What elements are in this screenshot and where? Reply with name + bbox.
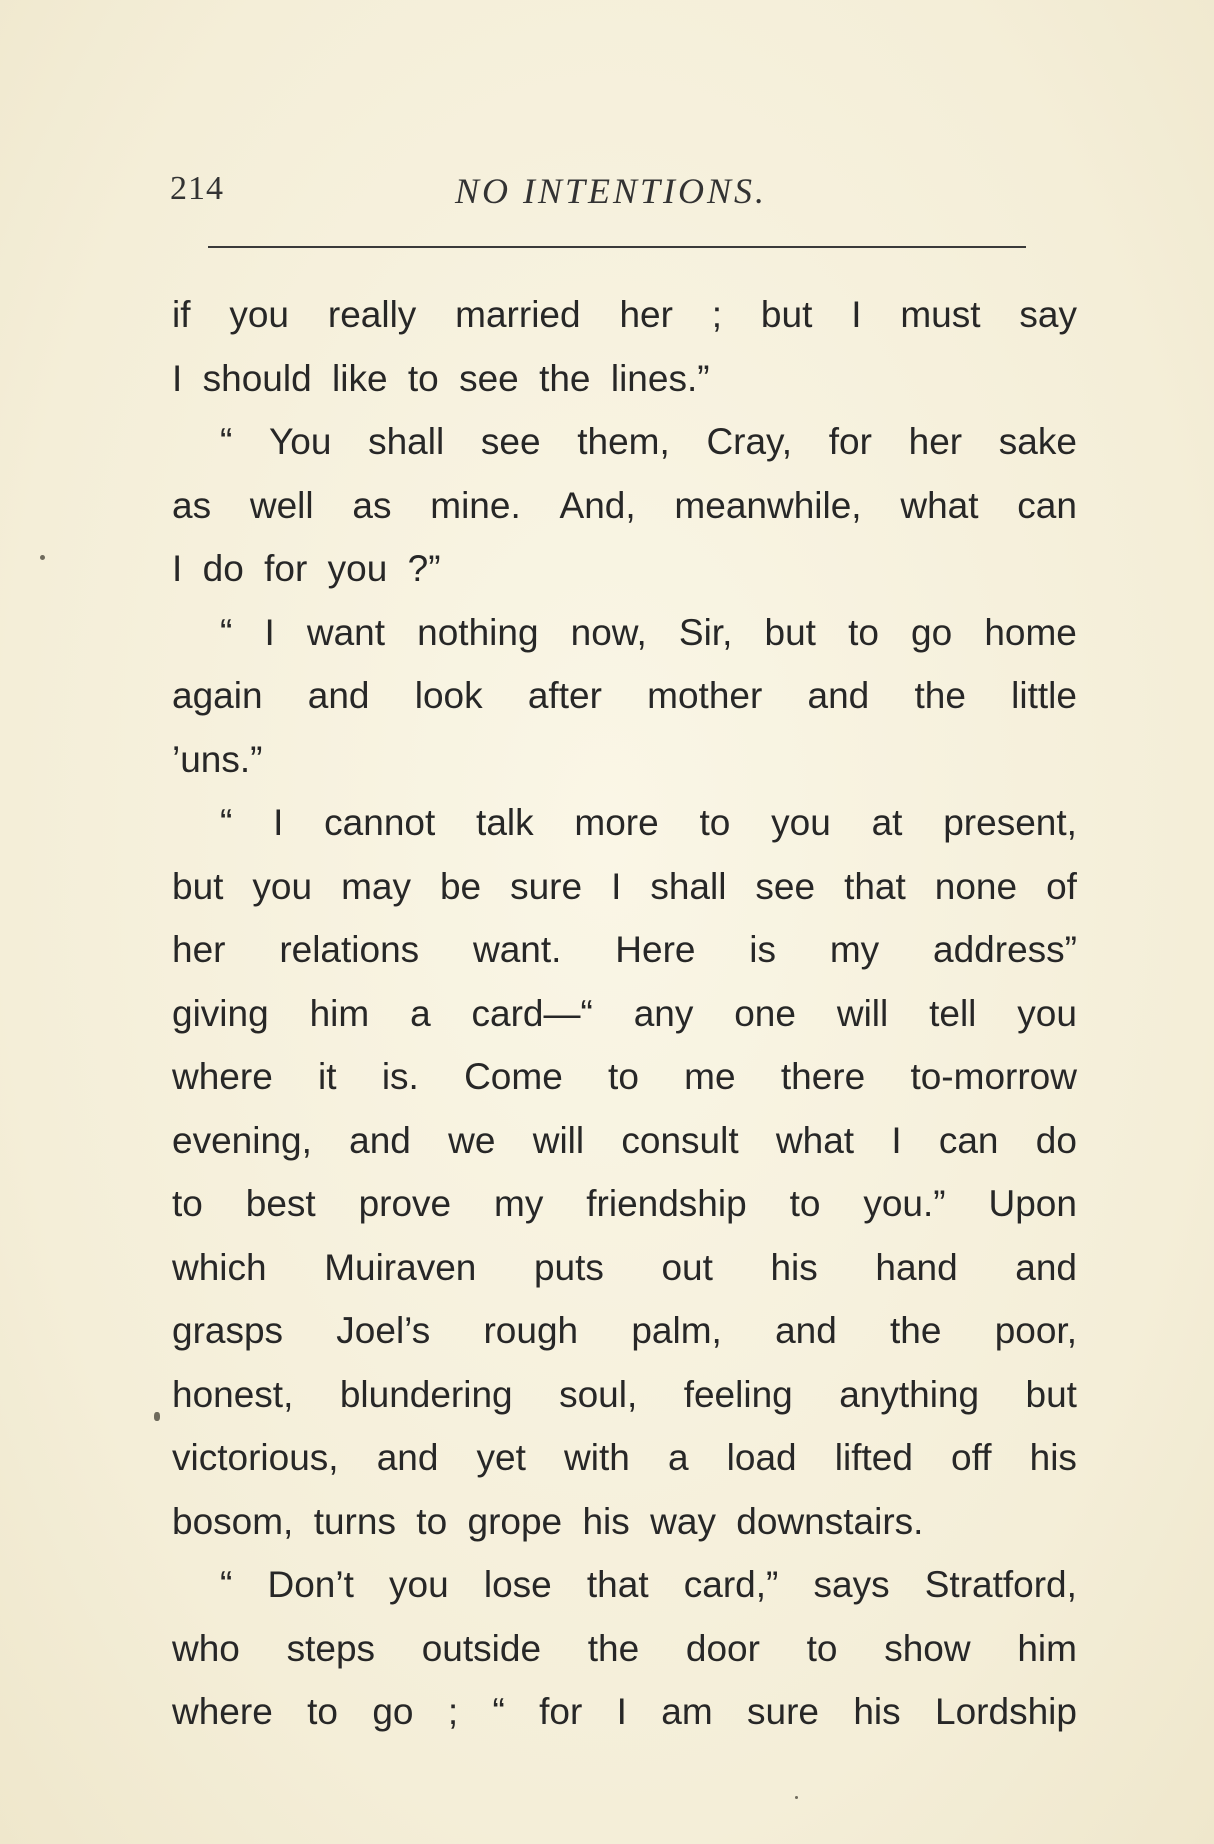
text-line xyxy=(172,1426,1077,1490)
word: the xyxy=(587,1627,640,1669)
word: friendship xyxy=(586,1183,747,1224)
text-line xyxy=(172,664,1077,728)
word: his xyxy=(853,1691,901,1732)
word: must xyxy=(900,294,981,335)
word: really xyxy=(327,294,417,335)
word: I xyxy=(891,1119,902,1161)
word: to xyxy=(789,1183,821,1224)
word: palm, xyxy=(631,1310,722,1351)
word: his xyxy=(1029,1437,1077,1478)
word: which xyxy=(172,1246,267,1288)
word: honest, xyxy=(172,1373,294,1415)
word: puts xyxy=(533,1246,604,1288)
word: where xyxy=(172,1691,273,1732)
text-line xyxy=(172,1045,1077,1109)
word: there xyxy=(780,1056,866,1097)
word: for xyxy=(828,421,872,462)
word: load xyxy=(726,1437,797,1478)
word: any xyxy=(633,992,694,1034)
text-line xyxy=(172,1236,1077,1300)
word: to xyxy=(848,611,879,653)
word: “ xyxy=(220,611,233,653)
word: way xyxy=(650,1500,716,1542)
text-line xyxy=(172,537,1077,601)
word: after xyxy=(527,675,602,716)
word: but xyxy=(760,294,813,335)
word: meanwhile, xyxy=(674,484,862,526)
word: you.” xyxy=(863,1183,946,1224)
word: we xyxy=(448,1119,496,1161)
word: and xyxy=(349,1119,411,1161)
word: will xyxy=(532,1119,585,1161)
word: hand xyxy=(875,1246,958,1288)
word: will xyxy=(836,992,889,1034)
word: the xyxy=(890,1310,942,1351)
word: I xyxy=(616,1691,627,1732)
word: ’uns.” xyxy=(172,738,263,780)
word: victorious, xyxy=(172,1437,339,1478)
word: off xyxy=(951,1437,992,1478)
word: I xyxy=(172,357,183,399)
word: to xyxy=(307,1691,338,1732)
word: be xyxy=(439,865,482,907)
word: Don’t xyxy=(267,1564,354,1605)
word: blundering xyxy=(339,1373,513,1415)
word: to xyxy=(608,1056,639,1097)
word: can xyxy=(938,1119,999,1161)
word: am xyxy=(661,1691,713,1732)
word: Cray, xyxy=(706,421,793,462)
word: talk xyxy=(476,802,534,843)
word: address” xyxy=(933,929,1077,970)
word: “ xyxy=(220,421,233,462)
text-line xyxy=(172,918,1077,982)
word: I xyxy=(611,865,622,907)
word: I xyxy=(851,294,862,335)
word: lines.” xyxy=(610,357,710,399)
page-number: 214 xyxy=(170,170,224,207)
word: to xyxy=(699,802,731,843)
word: but xyxy=(172,865,224,907)
word: Upon xyxy=(988,1183,1077,1224)
word: home xyxy=(984,611,1077,653)
paper-speck xyxy=(40,555,45,560)
word: cannot xyxy=(324,802,436,843)
word: go xyxy=(372,1691,414,1732)
word: present, xyxy=(943,802,1077,843)
word: a xyxy=(410,992,431,1034)
body-text xyxy=(172,283,1077,1744)
word: more xyxy=(574,802,659,843)
word: And, xyxy=(559,484,636,526)
word: card—“ xyxy=(471,992,593,1034)
word: lose xyxy=(483,1564,552,1605)
header-rule xyxy=(208,246,1026,248)
word: that xyxy=(844,865,906,907)
word: steps xyxy=(286,1627,376,1669)
word: feeling xyxy=(683,1373,793,1415)
word: out xyxy=(661,1246,713,1288)
word: at xyxy=(871,802,903,843)
word: I xyxy=(264,611,275,653)
word: “ xyxy=(492,1691,505,1732)
word: one xyxy=(734,992,796,1034)
word: Muiraven xyxy=(324,1246,477,1288)
word: say xyxy=(1019,294,1077,335)
word: none xyxy=(934,865,1018,907)
word: the xyxy=(539,357,591,399)
word: you xyxy=(229,294,290,335)
text-line xyxy=(172,601,1077,665)
word: want xyxy=(306,611,386,653)
word: want. xyxy=(473,929,562,970)
word: and xyxy=(807,675,870,716)
word: her xyxy=(619,294,673,335)
word: to xyxy=(416,1500,448,1542)
word: yet xyxy=(476,1437,526,1478)
word: turns xyxy=(313,1500,396,1542)
word: and xyxy=(307,675,370,716)
word: lifted xyxy=(834,1437,913,1478)
paper-speck xyxy=(795,1796,798,1799)
word: sake xyxy=(998,421,1077,462)
word: for xyxy=(539,1691,583,1732)
text-line xyxy=(172,1617,1077,1681)
word: my xyxy=(494,1183,544,1224)
text-line xyxy=(172,1553,1077,1617)
word: see xyxy=(755,865,816,907)
word: now, xyxy=(570,611,647,653)
word: do xyxy=(1035,1119,1077,1161)
word: sure xyxy=(747,1691,820,1732)
text-line xyxy=(172,1109,1077,1173)
word: “ xyxy=(220,1564,233,1605)
word: rough xyxy=(483,1310,579,1351)
word: well xyxy=(249,484,314,526)
text-line xyxy=(172,1299,1077,1363)
word: for xyxy=(264,548,308,589)
word: his xyxy=(582,1500,630,1542)
word: you xyxy=(389,1564,449,1605)
word: consult xyxy=(621,1119,739,1161)
word: anything xyxy=(839,1373,980,1415)
word: as xyxy=(172,484,212,526)
word: show xyxy=(884,1627,971,1669)
word: downstairs. xyxy=(736,1500,924,1542)
word: prove xyxy=(358,1183,452,1224)
word: you xyxy=(252,865,313,907)
word: shall xyxy=(368,421,445,462)
word: you xyxy=(1017,992,1077,1034)
word: “ xyxy=(220,802,233,843)
word: and xyxy=(376,1437,439,1478)
word: to xyxy=(806,1627,838,1669)
word: bosom, xyxy=(172,1500,294,1542)
word: them, xyxy=(577,421,670,462)
text-line xyxy=(172,1172,1077,1236)
text-line xyxy=(172,1363,1077,1427)
word: to-morrow xyxy=(910,1056,1077,1097)
word: him xyxy=(1017,1627,1077,1669)
text-line xyxy=(172,1680,1077,1744)
word: I xyxy=(172,548,183,589)
word: ?” xyxy=(407,548,441,589)
word: as xyxy=(352,484,392,526)
word: again xyxy=(172,675,263,716)
word: to xyxy=(172,1183,203,1224)
word: door xyxy=(685,1627,760,1669)
word: see xyxy=(480,421,541,462)
word: card,” xyxy=(683,1564,779,1605)
word: who xyxy=(172,1627,240,1669)
word: nothing xyxy=(417,611,539,653)
word: relations xyxy=(279,929,420,970)
word: sure xyxy=(510,865,583,907)
word: of xyxy=(1046,865,1077,907)
word: is xyxy=(749,929,777,970)
word: with xyxy=(564,1437,630,1478)
word: but xyxy=(764,611,816,653)
word: You xyxy=(269,421,332,462)
word: grope xyxy=(467,1500,563,1542)
word: you xyxy=(327,548,388,589)
word: I xyxy=(273,802,284,843)
word: Come xyxy=(464,1056,563,1097)
word: me xyxy=(684,1056,736,1097)
word: should xyxy=(202,357,312,399)
word: like xyxy=(332,357,388,399)
ink-mark xyxy=(154,1412,160,1421)
word: Here xyxy=(615,929,696,970)
word: evening, xyxy=(172,1119,312,1161)
word: what xyxy=(775,1119,855,1161)
text-line xyxy=(172,1490,1077,1554)
word: ; xyxy=(447,1691,459,1732)
word: the xyxy=(914,675,966,716)
word: and xyxy=(1015,1246,1077,1288)
word: outside xyxy=(421,1627,542,1669)
word: but xyxy=(1025,1373,1077,1415)
word: do xyxy=(202,548,244,589)
word: see xyxy=(459,357,519,399)
word: married xyxy=(455,294,581,335)
word: her xyxy=(172,929,226,970)
word: best xyxy=(245,1183,316,1224)
word: little xyxy=(1011,675,1077,716)
word: says xyxy=(813,1564,890,1605)
word: is. xyxy=(381,1056,419,1097)
word: Stratford, xyxy=(924,1564,1077,1605)
word: ; xyxy=(711,294,723,335)
word: you xyxy=(771,802,831,843)
word: his xyxy=(770,1246,818,1288)
word: may xyxy=(341,865,411,907)
word: it xyxy=(318,1056,337,1097)
word: mother xyxy=(647,675,763,716)
text-line xyxy=(172,791,1077,855)
running-title: NO INTENTIONS. xyxy=(455,171,768,211)
text-line xyxy=(172,347,1077,411)
word: poor, xyxy=(994,1310,1077,1351)
word: Lordship xyxy=(935,1691,1077,1732)
text-line xyxy=(172,982,1077,1046)
word: Joel’s xyxy=(336,1310,431,1351)
word: where xyxy=(172,1056,273,1097)
word: him xyxy=(309,992,370,1034)
word: my xyxy=(829,929,880,970)
text-line xyxy=(172,728,1077,792)
word: giving xyxy=(172,992,269,1034)
word: soul, xyxy=(559,1373,638,1415)
text-line xyxy=(172,474,1077,538)
text-line xyxy=(172,410,1077,474)
word: and xyxy=(775,1310,837,1351)
word: look xyxy=(414,675,483,716)
word: her xyxy=(908,421,963,462)
word: what xyxy=(900,484,979,526)
word: can xyxy=(1017,484,1077,526)
word: mine. xyxy=(430,484,521,526)
word: Sir, xyxy=(678,611,733,653)
word: grasps xyxy=(172,1310,284,1351)
word: to xyxy=(407,357,439,399)
word: shall xyxy=(650,865,727,907)
text-line xyxy=(172,855,1077,919)
word: if xyxy=(172,294,191,335)
word: go xyxy=(911,611,953,653)
page-header xyxy=(170,170,1090,220)
text-line xyxy=(172,283,1077,347)
word: tell xyxy=(929,992,977,1034)
word: a xyxy=(667,1437,689,1478)
word: that xyxy=(586,1564,649,1605)
